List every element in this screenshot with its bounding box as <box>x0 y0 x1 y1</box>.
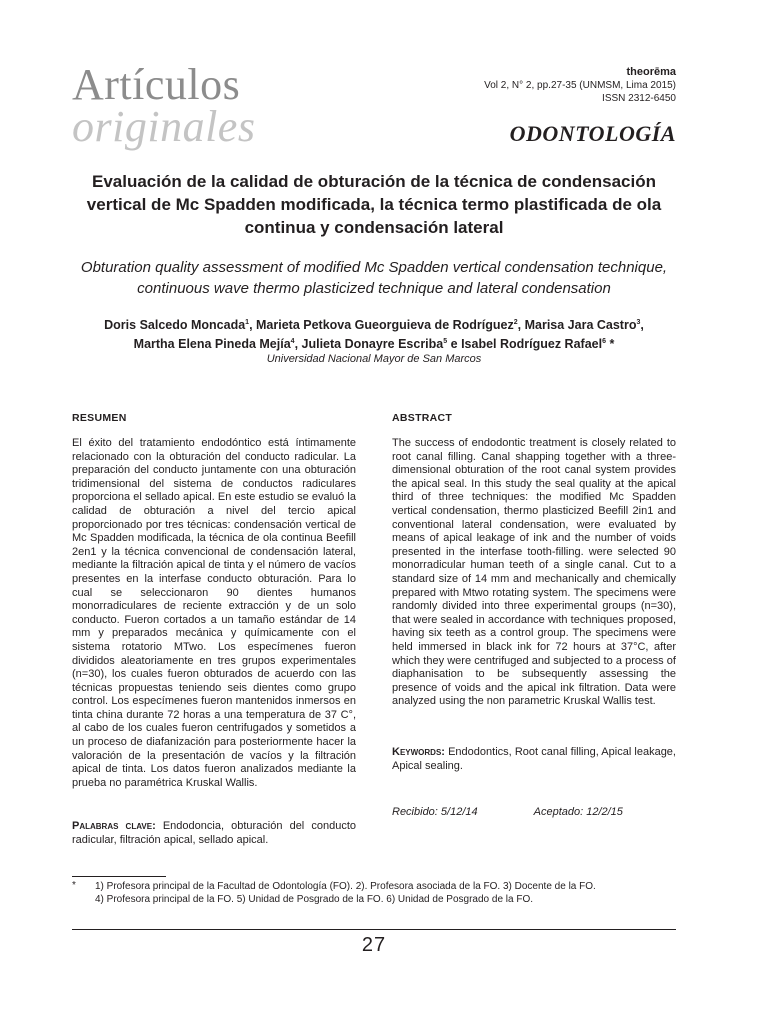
footnote <box>95 880 685 906</box>
author-separator: , <box>517 318 525 332</box>
author-list <box>72 316 676 354</box>
footnote-divider <box>72 876 166 877</box>
author-separator: , <box>249 318 257 332</box>
footnote-mark: * <box>72 880 76 891</box>
author-affiliation-mark: 4 <box>290 337 295 345</box>
abstract-keywords <box>392 746 676 773</box>
resumen-keywords-label: Palabras clave: <box>72 820 156 832</box>
page-number: 27 <box>361 934 387 956</box>
author-affiliation-mark: 3 <box>636 318 641 326</box>
author-separator: e <box>447 337 462 351</box>
abstract-keywords-label: Keywords: <box>392 746 445 758</box>
author: Doris Salcedo Moncada <box>104 318 246 332</box>
abstract-keywords-text: Endodontics, Root canal filling, Apical leakage, Apical sealing. <box>392 746 676 772</box>
author-affiliation-mark: 6 <box>602 337 606 345</box>
journal-name: theorēma <box>626 66 676 78</box>
author-affiliation: Universidad Nacional Mayor de San Marcos <box>266 353 482 365</box>
author-affiliation-mark: 1 <box>245 318 250 326</box>
author: Isabel Rodríguez Rafael <box>461 337 603 351</box>
resumen-keywords-text: Endodoncia, obturación del conducto radicular, filtración apical, sellado apical. <box>72 820 356 846</box>
accepted-date: Aceptado: 12/2/15 <box>533 806 623 818</box>
journal-info <box>484 66 676 105</box>
author-affiliation-mark: 5 <box>443 337 448 345</box>
author: Martha Elena Pineda Mejía <box>133 337 291 351</box>
resumen-body: El éxito del tratamiento endodóntico está íntimamente relacionado con la obturación del conducto radicular. La preparación del conducto juntamente con una obturación tridimensional del sistema de conductos radiculares proporciona el sellado apical. En este estudio se evaluó la calidad de obturación a nivel del tercio apical proporcionado por tres técnicas: condensación vertical de Mc Spadden modificada, la técnica de ola continua Beefill 2en1 y la técnica convencional de condensación lateral, mediante la filtración apical de tinta y el número de vacíos presentes en la interfase conducto obturación. Para lo cual se seleccionaron 90 dientes humanos monorradiculares de reciente extracción y de un solo conducto. Fueron cortados a un tamaño estándar de 14 mm y preparados mecánica y químicamente con el sistema rotatorio MTwo. Los especímenes fueron divididos aleatoriamente en tres grupos experimentales (n=30), los cuales fueron obturados de acuerdo con las técnicas propuestas teniendo seis dientes como grupo control. Los especímenes fueron mantenidos inmersos en tinta china durante 72 horas a una temperatura de 37 C°, al cabo de los cuales fueron centrifugados y sometidos a un proceso de diafanización para posteriormente hacer la valoración de la presentación de vacíos y la filtración apical de tinta. Los datos fueron analizados mediante la prueba no paramétrica Kruskal Wallis. <box>72 437 356 789</box>
page-bottom-divider <box>72 929 676 930</box>
author: Marieta Petkova Gueorguieva de Rodríguez <box>256 318 514 332</box>
received-date: Recibido: 5/12/14 <box>392 806 478 818</box>
section-brand-articulos: Artículos <box>72 60 241 109</box>
section-label: ODONTOLOGÍA <box>509 121 676 146</box>
submission-dates <box>392 806 623 818</box>
footnote-line: 4) Profesora principal de la FO. 5) Unidad de Posgrado de la FO. 6) Unidad de Posgrado de la FO. <box>95 894 534 905</box>
resumen-heading: RESUMEN <box>72 412 127 424</box>
author-affiliation-mark: 2 <box>513 318 518 326</box>
journal-volume: Vol 2, N° 2, pp.27-35 (UNMSM, Lima 2015) <box>484 80 676 91</box>
author: Marisa Jara Castro <box>524 318 637 332</box>
article-subtitle: Obturation quality assessment of modified Mc Spadden vertical condensation technique, continuous wave thermo plasticized technique and lateral condensation <box>80 259 668 297</box>
author-separator: * <box>605 337 615 351</box>
section-brand-originales: originales <box>72 102 256 151</box>
resumen-keywords <box>72 820 356 847</box>
abstract-heading: ABSTRACT <box>392 412 453 424</box>
author: Julieta Donayre Escriba <box>301 337 444 351</box>
author-separator: , <box>294 337 302 351</box>
article-title: Evaluación de la calidad de obturación de la técnica de condensación vertical de Mc Spadden modificada, la técnica termo plastificada de ola continua y condensación lateral <box>86 172 662 237</box>
author-separator: , <box>640 318 644 332</box>
abstract-body: The success of endodontic treatment is closely related to root canal filling. Canal shapping together with a three-dimensional obturation of the root canal system provides the apical seal. In this study the seal quality at the apical third of three techniques: the modified Mc Spadden vertical condensation, thermo plasticized Beefill 2in1 and conventional lateral condensation, were evaluated by means of apical leakage of ink and the number of voids presented in the interfase tooth-filling. were selected 90 monorradicular human teeth of a single canal. Cut to a standard size of 14 mm and mechanically and chemically prepared with Mtwo rotating system. The specimens were randomly divided into three experimental groups (n=30), that were sealed in accordance with techniques proposed, having six teeth as a control group. The specimens were held immersed in black ink for 72 hours at 37°C, after which they were centrifuged and subjected to a process of diaphanisation to be subsequently assessing the presence of voids and the apical ink filtration. Data were analyzed using the non parametric Kruskal Wallis test. <box>392 437 676 708</box>
journal-issn: ISSN 2312-6450 <box>602 93 676 104</box>
footnote-line: 1) Profesora principal de la Facultad de Odontología (FO). 2). Profesora asociada de la FO. 3) Docente de la FO. <box>95 881 596 892</box>
